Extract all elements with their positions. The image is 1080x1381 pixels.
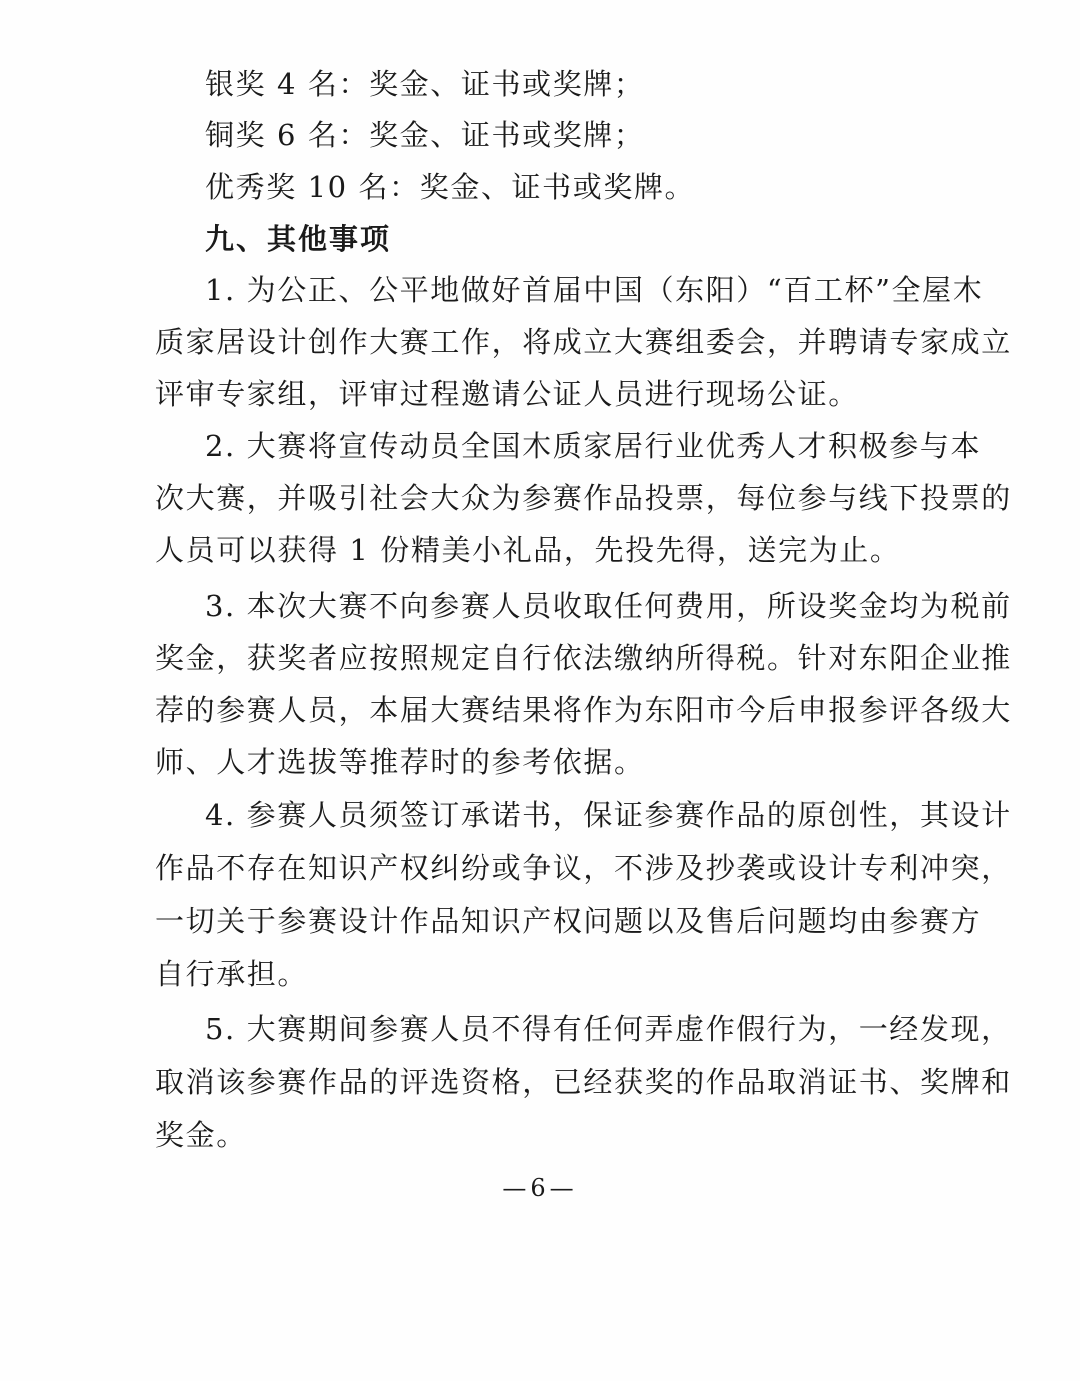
item-5-line-3: 奖金。 xyxy=(155,1118,247,1152)
item-1-line-2: 质家居设计创作大赛工作，将成立大赛组委会，并聘请专家成立 xyxy=(155,325,1012,359)
item-2-line-3: 人员可以获得 1 份精美小礼品，先投先得，送完为止。 xyxy=(155,533,901,567)
item-4-line-3: 一切关于参赛设计作品知识产权问题以及售后问题均由参赛方 xyxy=(155,904,982,938)
item-4-line-1: 4. 参赛人员须签订承诺书，保证参赛作品的原创性，其设计 xyxy=(205,798,1012,832)
page-number: —6— xyxy=(502,1174,578,1202)
item-5-line-2: 取消该参赛作品的评选资格，已经获奖的作品取消证书、奖牌和 xyxy=(155,1065,1012,1099)
item-5-line-1: 5. 大赛期间参赛人员不得有任何弄虚作假行为，一经发现， xyxy=(205,1012,1012,1046)
section-heading: 九、其他事项 xyxy=(205,222,392,256)
item-1-line-1: 1. 为公正、公平地做好首届中国（东阳）“百工杯”全屋木 xyxy=(205,273,984,307)
item-4-line-4: 自行承担。 xyxy=(155,957,309,991)
award-silver: 银奖 4 名：奖金、证书或奖牌； xyxy=(205,67,645,101)
award-bronze: 铜奖 6 名：奖金、证书或奖牌； xyxy=(205,118,645,152)
item-3-line-3: 荐的参赛人员，本届大赛结果将作为东阳市今后申报参评各级大 xyxy=(155,693,1012,727)
item-4-line-2: 作品不存在知识产权纠纷或争议，不涉及抄袭或设计专利冲突， xyxy=(155,851,1012,885)
item-2-line-1: 2. 大赛将宣传动员全国木质家居行业优秀人才积极参与本 xyxy=(205,429,982,463)
item-3-line-4: 师、人才选拔等推荐时的参考依据。 xyxy=(155,745,645,779)
award-excellence: 优秀奖 10 名：奖金、证书或奖牌。 xyxy=(205,170,696,204)
item-1-line-3: 评审专家组，评审过程邀请公证人员进行现场公证。 xyxy=(155,377,859,411)
item-3-line-2: 奖金，获奖者应按照规定自行依法缴纳所得税。针对东阳企业推 xyxy=(155,641,1012,675)
item-3-line-1: 3. 本次大赛不向参赛人员收取任何费用，所设奖金均为税前 xyxy=(205,589,1012,623)
item-2-line-2: 次大赛，并吸引社会大众为参赛作品投票，每位参与线下投票的 xyxy=(155,481,1012,515)
